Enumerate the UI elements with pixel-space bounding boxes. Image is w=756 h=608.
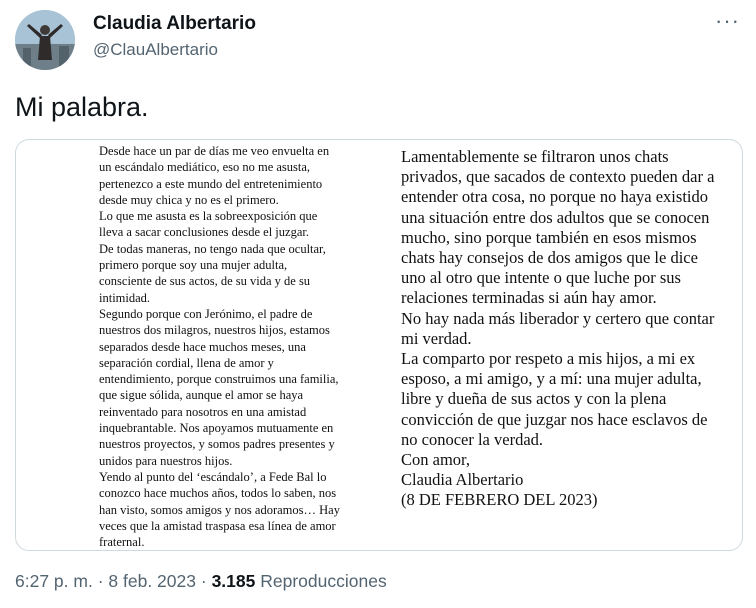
more-options-button[interactable]	[715, 8, 740, 34]
statement-right-column	[401, 147, 719, 511]
right-paragraph: La comparto por respeto a mis hijos, a mi ex esposo, a mi amigo, y a mí: una mujer adulta, libre y dueña de sus actos y con la plena convicción de que juzgar nos hace esclavos de no conocer la verdad.	[401, 349, 708, 449]
user-handle[interactable]: @ClauAlbertario	[93, 40, 218, 59]
meta-separator: ·	[200, 571, 207, 591]
tweet-text: Mi palabra.	[15, 92, 149, 122]
avatar-photo	[15, 10, 75, 70]
views-label: Reproducciones	[260, 571, 387, 591]
left-paragraph: Lo que me asusta es la sobreexposición que lleva a sacar conclusiones desde el juzgar.	[99, 209, 318, 240]
tweet-image[interactable]	[15, 139, 743, 551]
tweet-date[interactable]: 8 feb. 2023	[108, 571, 196, 591]
right-paragraph: Lamentablemente se filtraron unos chats privados, que sacados de contexto pueden dar a entender otra cosa, no porque no haya existido una situación entre dos adultos que se conocen mucho, sino porque también en esos mismos chats hay consejos de dos amigos que le dice uno al otro que intente o que luche por sus relaciones terminadas si aún hay amor.	[401, 147, 715, 308]
display-name[interactable]: Claudia Albertario	[93, 13, 256, 34]
left-paragraph: Yendo al punto del ‘escándalo’, a Fede Bal lo conozco hace muchos años, todos lo saben, nos han visto, somos amigos y nos adoramos… Hay veces que la amistad traspasa esa línea de amor fraternal.	[99, 469, 340, 550]
tweet-time[interactable]: 6:27 p. m.	[15, 571, 93, 591]
avatar[interactable]	[15, 10, 75, 70]
left-paragraph: De todas maneras, no tengo nada que ocultar, primero porque soy una mujer adulta, consciente de sus actos, de su vida y de su intimidad.	[99, 241, 326, 305]
meta-separator: ·	[97, 571, 104, 591]
right-paragraph: No hay nada más liberador y certero que contar mi verdad.	[401, 308, 715, 348]
right-paragraph: (8 DE FEBRERO DEL 2023)	[401, 490, 598, 510]
right-paragraph: Claudia Albertario	[401, 470, 524, 490]
left-paragraph: Segundo porque con Jerónimo, el padre de nuestros dos milagros, nuestros hijos, estamos separados desde hace muchos meses, una separación cordial, llena de amor y entendimiento, porque construimos una familia, que sigue sólida, aunque el amor se haya reinventado para nosotros en una amistad inquebrantable. Nos apoyamos mutuamente en nuestros proyectos, y somos padres presentes y unidos para nuestros hijos.	[99, 306, 339, 468]
tweet-metadata	[15, 571, 387, 592]
statement-left-column	[99, 143, 341, 550]
more-horizontal-icon: ···	[715, 8, 740, 33]
left-paragraph: Desde hace un par de días me veo envuelta en un escándalo mediático, eso no me asusta, pertenezco a este mundo del entretenimiento desde muy chica y no es el primero.	[99, 144, 330, 207]
right-paragraph: Con amor,	[401, 450, 470, 470]
views-count: 3.185	[211, 571, 256, 591]
